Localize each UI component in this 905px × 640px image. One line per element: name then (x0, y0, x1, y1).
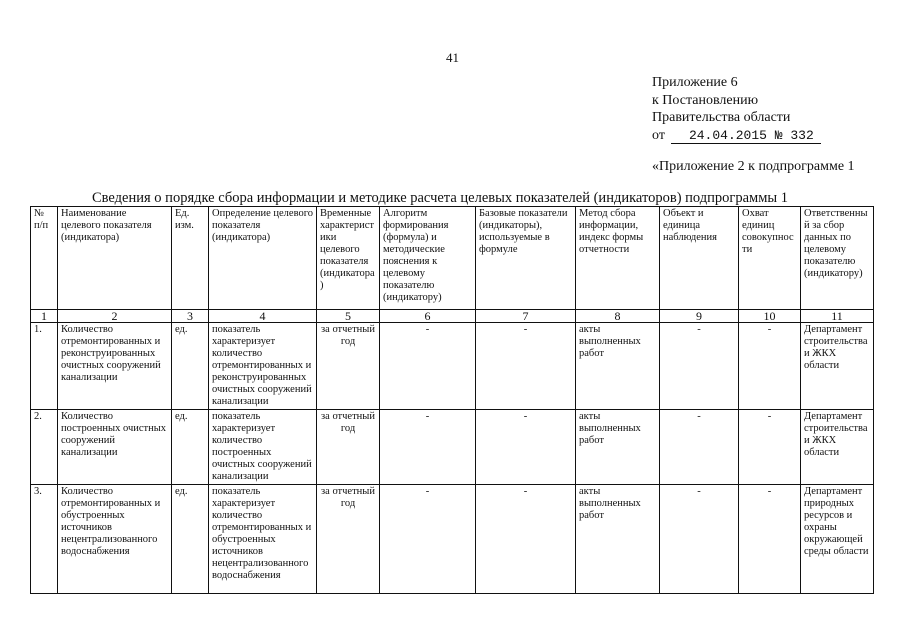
table-cell: 1. (31, 323, 58, 410)
table-cell: - (660, 485, 739, 594)
table-cell: - (380, 485, 476, 594)
table-cell: показатель характеризует количество отремонтированных и реконструированных очистных сооружений канализации (209, 323, 317, 410)
table-cell: Количество отремонтированных и реконструированных очистных сооружений канализации (58, 323, 172, 410)
table-cell: Количество построенных очистных сооружений канализации (58, 410, 172, 485)
column-header: Алгоритм формирования (формула) и методические пояснения к целевому показателю (индикатору) (380, 207, 476, 310)
table-cell: - (739, 410, 801, 485)
appendix-line-2: к Постановлению (652, 92, 759, 108)
table-cell: - (476, 485, 576, 594)
column-header: Временные характеристики целевого показателя (индикатора) (317, 207, 380, 310)
table-cell: 2. (31, 410, 58, 485)
indicators-table (30, 206, 874, 594)
column-number: 2 (58, 310, 172, 323)
column-number-row (31, 310, 874, 323)
table-cell: Количество отремонтированных и обустроенных источников нецентрализованного водоснабжения (58, 485, 172, 594)
table-cell: 3. (31, 485, 58, 594)
header-row (31, 207, 874, 310)
appendix-line-3: Правительства области (652, 110, 791, 125)
table-cell: акты выполненных работ (576, 485, 660, 594)
appendix-date-line (652, 127, 821, 145)
table-cell: - (739, 485, 801, 594)
table-cell: за отчетный год (317, 323, 380, 410)
column-number: 6 (380, 310, 476, 323)
table-cell: - (476, 410, 576, 485)
appendix-line-1: Приложение 6 (652, 75, 738, 90)
page-number: 41 (446, 50, 459, 65)
column-header: Ответственный за сбор данных по целевому показателю (индикатору) (801, 207, 874, 310)
column-number: 4 (209, 310, 317, 323)
table-cell: за отчетный год (317, 485, 380, 594)
appendix-block (652, 74, 821, 144)
column-header: Ед. изм. (172, 207, 209, 310)
table-row (31, 323, 874, 410)
table-cell: ед. (172, 485, 209, 594)
table-row (31, 485, 874, 594)
table-cell: показатель характеризует количество построенных очистных сооружений канализации (209, 410, 317, 485)
table-cell: акты выполненных работ (576, 323, 660, 410)
table-row (31, 410, 874, 485)
table-cell: за отчетный год (317, 410, 380, 485)
column-header: Метод сбора информации, индекс формы отчетности (576, 207, 660, 310)
column-header: Объект и единица наблюдения (660, 207, 739, 310)
document-title: Сведения о порядке сбора информации и методике расчета целевых показателей (индикаторов) подпрограммы 1 (92, 190, 788, 206)
from-label: от (652, 127, 665, 143)
column-number: 9 (660, 310, 739, 323)
table-cell: ед. (172, 410, 209, 485)
table-cell: показатель характеризует количество отремонтированных и обустроенных источников нецентрализованного водоснабжения (209, 485, 317, 594)
subprogram-reference: «Приложение 2 к подпрограмме 1 (652, 159, 855, 174)
column-header: Определение целевого показателя (индикатора) (209, 207, 317, 310)
table-cell: - (380, 410, 476, 485)
column-number: 8 (576, 310, 660, 323)
table-cell: акты выполненных работ (576, 410, 660, 485)
table-cell: Департамент строительства и ЖКХ области (801, 410, 874, 485)
column-number: 3 (172, 310, 209, 323)
column-number: 1 (31, 310, 58, 323)
table-cell: - (739, 323, 801, 410)
table-cell: Департамент природных ресурсов и охраны окружающей среды области (801, 485, 874, 594)
column-header: Базовые показатели (индикаторы), используемые в формуле (476, 207, 576, 310)
column-header: № п/п (31, 207, 58, 310)
table-cell: ед. (172, 323, 209, 410)
column-number: 10 (739, 310, 801, 323)
column-number: 7 (476, 310, 576, 323)
table-cell: - (660, 323, 739, 410)
table-cell: Департамент строительства и ЖКХ области (801, 323, 874, 410)
column-number: 5 (317, 310, 380, 323)
table-cell: - (476, 323, 576, 410)
resolution-date-number: 24.04.2015 № 332 (671, 128, 821, 144)
table-cell: - (380, 323, 476, 410)
table-cell: - (660, 410, 739, 485)
column-header: Охват единиц совокупности (739, 207, 801, 310)
column-header: Наименование целевого показателя (индикатора) (58, 207, 172, 310)
column-number: 11 (801, 310, 874, 323)
